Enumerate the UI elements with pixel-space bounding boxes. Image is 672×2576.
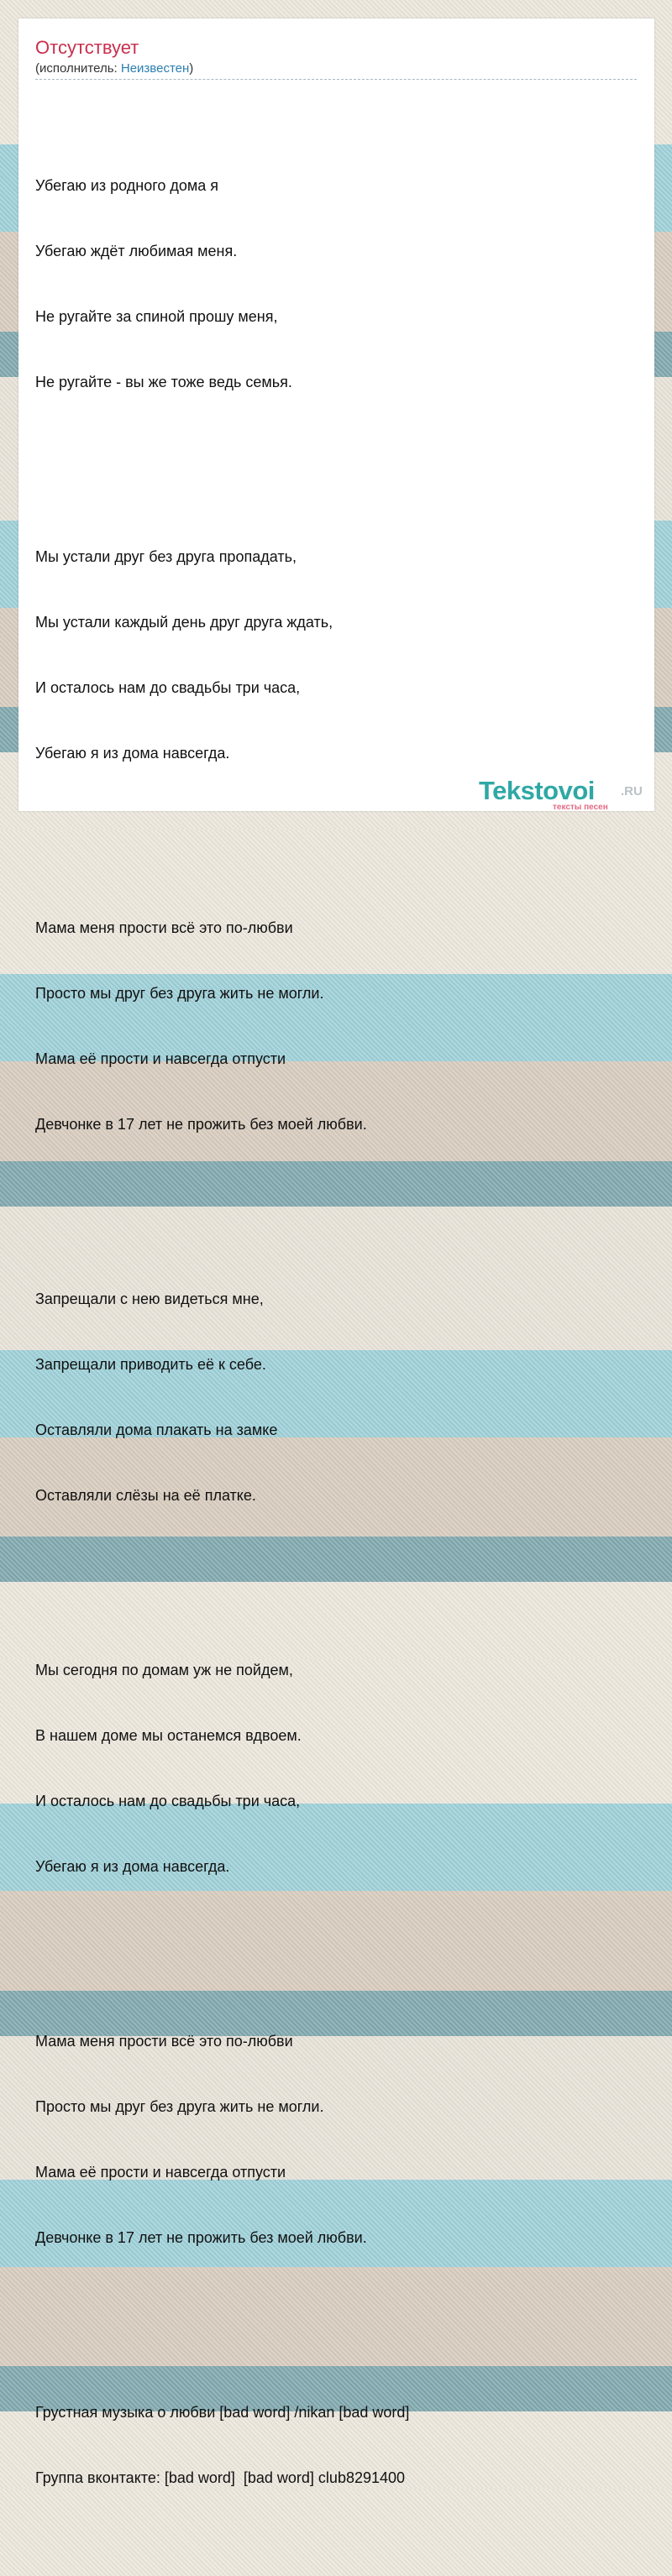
lyrics-body (35, 87, 632, 2576)
lyric-line: Запрещали с нею видеться мне, (35, 1291, 264, 1307)
lyric-line: Запрещали приводить её к себе. (35, 1356, 266, 1373)
stanza (35, 502, 632, 808)
lyric-line: Убегаю я из дома навсегда. (35, 1858, 230, 1875)
lyric-line: Девчонке в 17 лет не прожить без моей любви. (35, 1116, 367, 1133)
lyric-line: Не ругайте за спиной прошу меня, (35, 308, 278, 325)
performer-line (35, 61, 637, 76)
site-logo[interactable] (479, 777, 655, 814)
lyric-line: Грустная музыка о любви [bad word] /nikan [bad word] (35, 2404, 410, 2421)
lyric-line: Убегаю из родного дома я (35, 177, 219, 194)
lyric-line: И осталось нам до свадьбы три часа, (35, 679, 301, 696)
lyric-line: Мама меня прости всё это по-любви (35, 919, 293, 936)
stanza (35, 873, 632, 1179)
performer-prefix: (исполнитель: (35, 61, 121, 76)
lyric-line: И осталось нам до свадьбы три часа, (35, 1793, 301, 1809)
song-header (35, 37, 637, 80)
lyric-line: Мы устали каждый день друг друга ждать, (35, 614, 333, 631)
lyric-line: В нашем доме мы останемся вдвоем. (35, 1727, 302, 1744)
performer-link[interactable]: Неизвестен (120, 61, 190, 76)
lyric-line: Просто мы друг без друга жить не могли. (35, 2098, 324, 2115)
lyric-line: Мама её прости и навсегда отпусти (35, 2164, 286, 2181)
logo-domain: .RU (621, 784, 643, 798)
lyric-line: Убегаю я из дома навсегда. (35, 745, 230, 762)
lyric-line: Мы сегодня по домам уж не пойдем, (35, 1662, 293, 1678)
lyric-line: Мама меня прости всё это по-любви (35, 2033, 293, 2050)
performer-suffix: ) (189, 61, 194, 76)
lyric-line: Оставляли слёзы на её платке. (35, 1487, 256, 1504)
stanza (35, 1987, 632, 2292)
logo-tagline: тексты песен (553, 803, 608, 812)
lyric-line: Группа вконтакте: [bad word] [bad word] club8291400 (35, 2469, 406, 2486)
lyric-line: Просто мы друг без друга жить не могли. (35, 985, 324, 1002)
lyric-line: Мама её прости и навсегда отпусти (35, 1050, 286, 1067)
lyrics-card (18, 18, 654, 2486)
lyric-line: Девчонке в 17 лет не прожить без моей любви. (35, 2229, 367, 2246)
song-title: Отсутствует (35, 37, 139, 58)
logo-wordmark: Tekstovoi (479, 776, 595, 805)
stanza (35, 131, 632, 437)
lyric-line: Не ругайте - вы же тоже ведь семья. (35, 374, 292, 390)
lyric-line: Мы устали друг без друга пропадать, (35, 548, 297, 565)
lyric-line: Оставляли дома плакать на замке (35, 1422, 278, 1438)
stanza (35, 1615, 632, 1921)
lyric-line: Убегаю ждёт любимая меня. (35, 243, 238, 259)
stanza (35, 2358, 632, 2532)
stanza (35, 1244, 632, 1550)
